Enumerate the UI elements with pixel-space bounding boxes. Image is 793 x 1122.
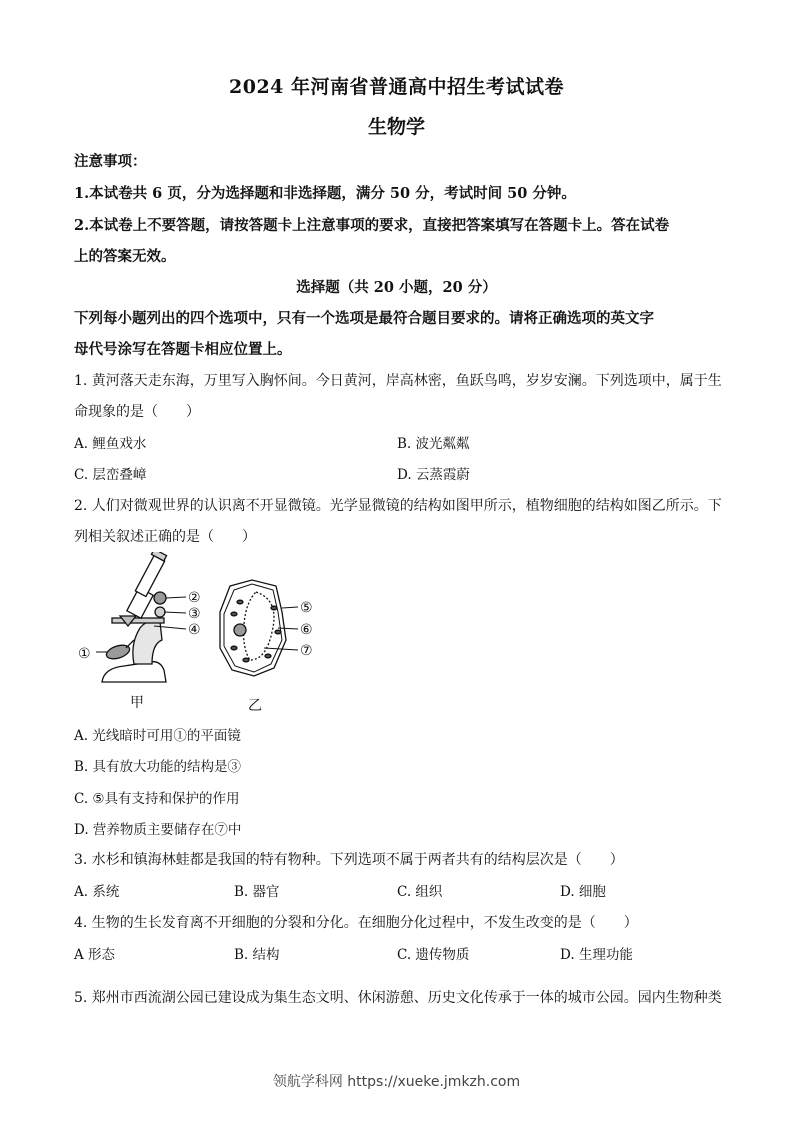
question-2-option-b: B. 具有放大功能的结构是③ [74, 759, 242, 775]
question-4-stem: 4. 生物的生长发育离不开细胞的分裂和分化。在细胞分化过程中，不发生改变的是（ ） [74, 915, 638, 931]
section-instruction-line-2: 母代号涂写在答题卡相应位置上。 [74, 341, 292, 358]
marker-1: ① [78, 646, 91, 662]
exam-title: 2024 年河南省普通高中招生考试试卷 [229, 76, 564, 98]
question-5-stem: 5. 郑州市西流湖公园已建设成为集生态文明、休闲游憩、历史文化传承于一体的城市公园。园内生物种类 [74, 990, 722, 1006]
question-1-stem-line-2: 命现象的是（ ） [74, 404, 200, 420]
footer-watermark: 领航学科网 https://xueke.jmkzh.com [272, 1074, 521, 1090]
question-1-option-d: D. 云蒸霞蔚 [397, 467, 470, 483]
section-title: 选择题（共 20 小题，20 分） [296, 279, 497, 296]
question-4-option-c: C. 遗传物质 [397, 947, 470, 963]
cell-leader-lines [264, 607, 298, 650]
question-3-stem: 3. 水杉和镇海林蛙都是我国的特有物种。下列选项不属于两者共有的结构层次是（ ） [74, 852, 624, 868]
question-4-option-a: A 形态 [74, 947, 116, 963]
figure-label-jia: 甲 [130, 695, 144, 711]
question-4-option-b: B. 结构 [234, 947, 280, 963]
question-2-option-c: C. ⑤具有支持和保护的作用 [74, 791, 240, 807]
question-2-figure [74, 552, 334, 716]
question-3-option-c: C. 组织 [397, 884, 443, 900]
notice-item-2-line-2: 上的答案无效。 [74, 248, 176, 265]
plant-cell-drawing [220, 580, 286, 676]
question-2-option-d: D. 营养物质主要储存在⑦中 [74, 822, 242, 838]
marker-6: ⑥ [300, 622, 313, 638]
question-3-option-a: A. 系统 [74, 884, 120, 900]
microscope-drawing [102, 552, 167, 682]
exam-subject: 生物学 [367, 116, 425, 138]
notice-item-2-line-1: 2.本试卷上不要答题，请按答题卡上注意事项的要求，直接把答案填写在答题卡上。答在试卷 [74, 217, 670, 234]
marker-3: ③ [188, 606, 201, 622]
notice-heading: 注意事项： [74, 153, 147, 170]
question-4-option-d: D. 生理功能 [560, 947, 633, 963]
question-3-option-d: D. 细胞 [560, 884, 606, 900]
question-3-option-b: B. 器官 [234, 884, 280, 900]
question-1-option-b: B. 波光粼粼 [397, 436, 470, 452]
marker-4: ④ [188, 622, 201, 638]
section-instruction-line-1: 下列每小题列出的四个选项中，只有一个选项是最符合题目要求的。请将正确选项的英文字 [74, 310, 654, 327]
notice-item-1: 1.本试卷共 6 页，分为选择题和非选择题，满分 50 分，考试时间 50 分钟。 [74, 185, 576, 202]
marker-2: ② [188, 590, 201, 606]
figure-label-yi: 乙 [248, 698, 262, 714]
question-1-option-a: A. 鲤鱼戏水 [74, 436, 147, 452]
question-2-stem-line-1: 2. 人们对微观世界的认识离不开显微镜。光学显微镜的结构如图甲所示，植物细胞的结构如图乙所示。下 [74, 498, 722, 514]
question-2-option-a: A. 光线暗时可用①的平面镜 [74, 728, 241, 744]
question-1-option-c: C. 层峦叠嶂 [74, 467, 147, 483]
question-2-stem-line-2: 列相关叙述正确的是（ ） [74, 529, 256, 545]
marker-7: ⑦ [300, 643, 313, 659]
question-1-stem-line-1: 1. 黄河落天走东海，万里写入胸怀间。今日黄河，岸高林密，鱼跃鸟鸣，岁岁安澜。下列选项中，属于生 [74, 373, 722, 389]
marker-5: ⑤ [300, 600, 313, 616]
